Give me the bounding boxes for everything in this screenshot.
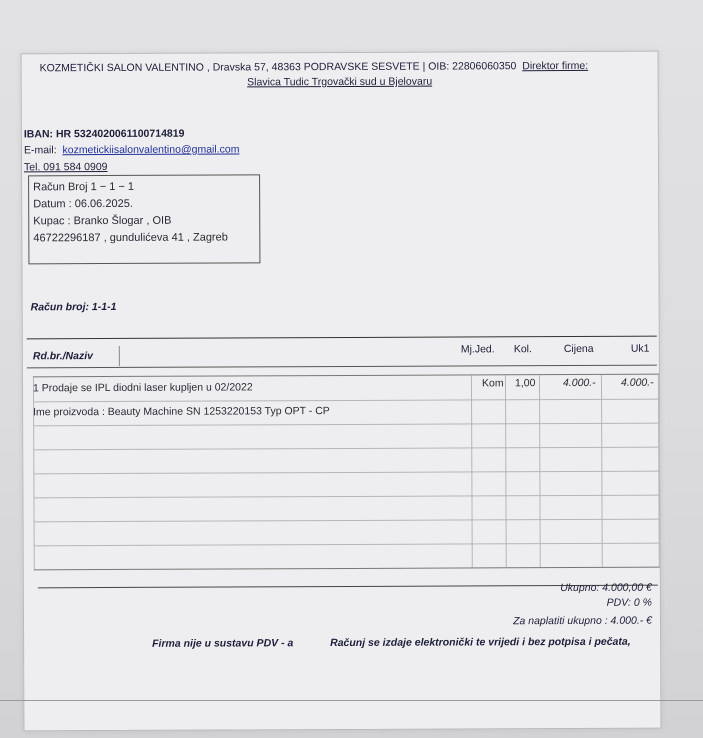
- col-price: Cijena: [563, 342, 594, 356]
- row2-name: Ime proizvoda : Beauty Machine SN 1253220153 Typ OPT - CP: [33, 405, 330, 419]
- vat: PDV: 0 %: [606, 596, 652, 609]
- row-line: [33, 495, 659, 499]
- buyer-invoice-number: Račun Broj 1 − 1 − 1: [33, 180, 135, 194]
- row-line: [33, 423, 659, 427]
- col-total: Uk1: [630, 342, 650, 355]
- phone-line: [24, 161, 108, 173]
- row-line: [34, 543, 660, 547]
- row-line: [34, 519, 660, 523]
- director-label: Direktor firme:: [522, 59, 589, 73]
- subtotal: Ukupno: 4.000,00 €: [560, 581, 652, 595]
- row-line: [33, 399, 659, 403]
- invoice-paper: [21, 51, 662, 732]
- row1-name: 1 Prodaje se IPL diodni laser kupljen u 02/2022: [32, 381, 253, 395]
- company-name: KOZMETIČKI SALON VALENTINO: [39, 61, 204, 75]
- buyer-address: 46722296187 , gundulićeva 41 , Zagreb: [33, 231, 228, 245]
- footer-electronic-note: Računj se izdaje elektronički te vrijedi i bez potpisa i pečata,: [330, 635, 631, 650]
- row1-price: 4.000.-: [562, 376, 596, 390]
- row1-total: 4.000.-: [620, 376, 654, 389]
- header-divider: [119, 346, 120, 366]
- buyer-date: Datum : 06.06.2025.: [33, 197, 133, 211]
- col-line: [658, 375, 660, 567]
- phone: Tel. 091 584 0909: [23, 161, 108, 174]
- row1-unit: Kom: [481, 377, 504, 390]
- header-registry-line: [22, 75, 658, 90]
- col-name: Rd.br./Naziv: [32, 350, 93, 363]
- director-registry: Slavica Tudic Trgovački sud u Bjelovaru: [247, 75, 433, 89]
- email-label: E-mail:: [23, 144, 57, 157]
- footer-vat-note: Firma nije u sustavu PDV - a: [152, 637, 294, 650]
- invoice-number: Račun broj: 1-1-1: [30, 300, 117, 314]
- table-header: [33, 342, 653, 367]
- amount-to-pay: Za naplatiti ukupno : 4.000.- €: [513, 614, 653, 628]
- company-address: , Dravska 57, 48363 PODRAVSKE SESVETE | OIB: 22806060350: [203, 60, 517, 74]
- buyer-box: [28, 174, 260, 264]
- header-company-line: [40, 60, 650, 75]
- buyer-name: Kupac : Branko Šlogar , OIB: [33, 214, 172, 228]
- table-top-rule: [27, 336, 657, 340]
- email-link[interactable]: kozmetickiisalonvalentino@gmail.com: [62, 143, 240, 157]
- iban: IBAN: HR 5324020061100714819: [23, 127, 185, 141]
- row-line: [33, 447, 659, 451]
- email-line: [24, 143, 240, 156]
- col-qty: Kol.: [513, 343, 532, 356]
- col-unit: Mj.Jed.: [460, 343, 495, 356]
- row-line: [33, 471, 659, 475]
- items-table: [33, 374, 660, 571]
- row1-qty: 1,00: [514, 377, 536, 390]
- desk-edge: [0, 700, 703, 701]
